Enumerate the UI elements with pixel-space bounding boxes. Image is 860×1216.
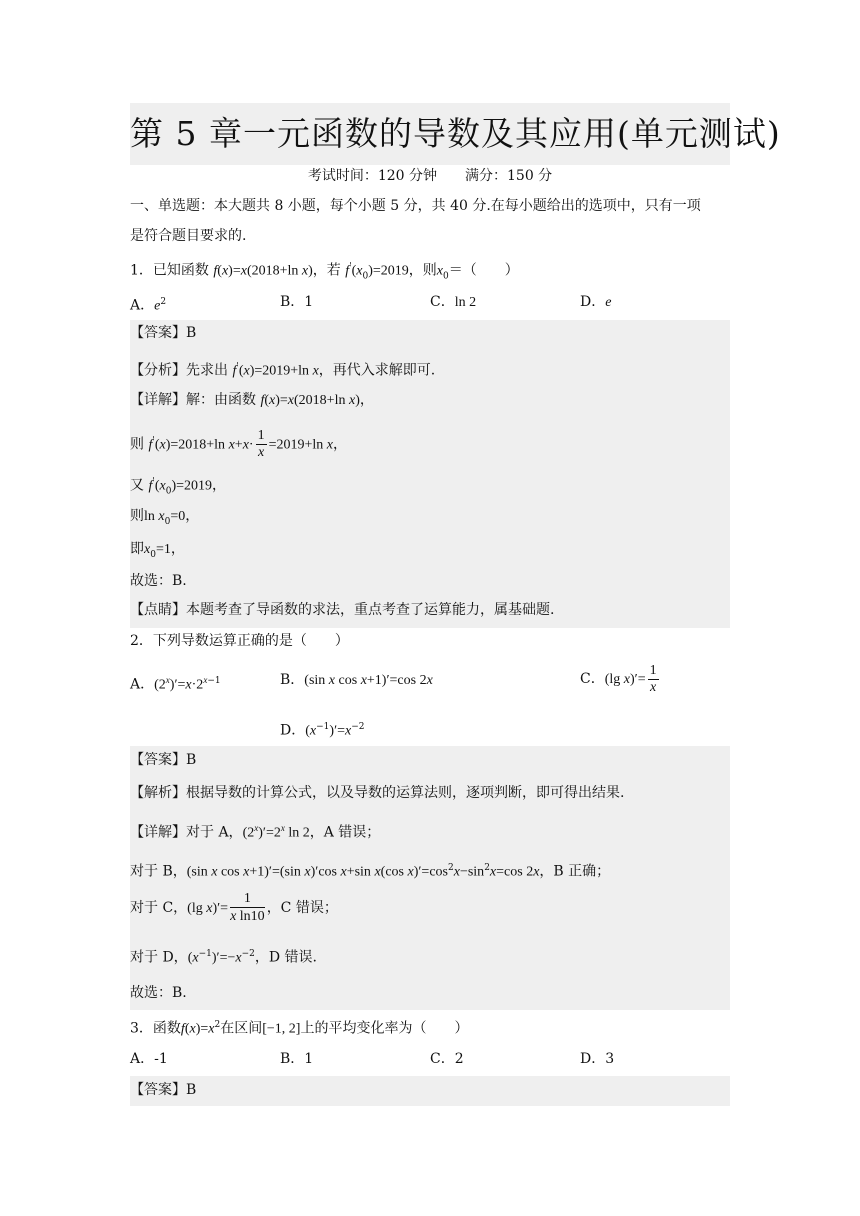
q1-option-c: C．ln 2 — [430, 294, 477, 310]
q1-option-b: B．1 — [280, 294, 314, 310]
q1-analysis: 【分析】先求出 f'(x)=2019+ln x，再代入求解即可. — [130, 362, 436, 379]
q1-stem-prefix: 1．已知函数 — [130, 262, 209, 279]
q1-step-ln: 则$\ln x_0=0$， — [130, 508, 200, 527]
q1-stem-end: ＝（ ） — [448, 262, 519, 279]
q2-option-b: B．(sin x cos x+1)′=cos 2x — [280, 672, 433, 688]
q1-step-result: 即$x_0=1$， — [130, 541, 185, 560]
q1-option-d: D．e — [580, 294, 612, 310]
q2-option-d: D．$(x^{-1})'=x^{-2}$ — [280, 722, 365, 739]
q2-stem: 2．下列导数运算正确的是（ ） — [130, 633, 349, 649]
q3-answer: 【答案】B — [130, 1082, 197, 1098]
q1-comment: 【点睛】本题考查了导函数的求法，重点考查了运算能力，属基础题. — [130, 602, 555, 618]
q3-option-c: C．2 — [430, 1051, 464, 1067]
q2-detail-c: 对于 C，(lg x)′= $\frac{1}{\text{x ln10}}$ ，C 错误； — [130, 891, 338, 924]
q2-detail-d: 对于 D，$(x^{-1})'=-x^{-2}$，D 错误. — [130, 949, 317, 966]
q3-solution-band — [130, 1076, 730, 1106]
q1-stem: 1．已知函数 f(x)=x(2018+ln x)，若 $f'(x_0)=2019$，则$x_0=$（ ） — [130, 262, 519, 282]
q2-conclusion: 故选：B. — [130, 985, 187, 1001]
exam-info: 考试时间：120 分钟 满分：150 分 — [307, 168, 553, 184]
q1-stem-suffix: ，则 — [408, 262, 437, 279]
q1-answer: 【答案】B — [130, 325, 197, 341]
q2-answer: 【答案】B — [130, 752, 197, 768]
q3-stem: 3．函数$f(x)=x^2$在区间[−1, 2]上的平均变化率为（ ） — [130, 1020, 469, 1037]
q1-detail: 【详解】解：由函数 f(x)=x(2018+ln x)， — [130, 392, 374, 408]
q1-conclusion: 故选：B. — [130, 573, 187, 589]
section-heading-line1: 一、单选题：本大题共 8 小题，每个小题 5 分，共 40 分.在每小题给出的选项中，只有一项 — [130, 198, 701, 214]
page-title: 第 5 章一元函数的导数及其应用(单元测试) — [130, 114, 781, 153]
q1-option-a: A．$e^2$ — [130, 297, 167, 314]
q2-detail-a: 【详解】对于 A，$(2^x)'=2^x$ ln 2，A 错误； — [130, 823, 381, 841]
q3-option-a: A．-1 — [130, 1051, 168, 1067]
q1-stem-middle: ，若 — [312, 262, 341, 279]
q2-option-a: A．$(2^x)'=x\cdot 2^{x-1}$ — [130, 675, 221, 693]
q3-option-b: B．1 — [280, 1051, 314, 1067]
q2-analysis: 【解析】根据导数的计算公式，以及导数的运算法则，逐项判断，即可得出结果. — [130, 785, 625, 801]
q2-detail-b: 对于 B，(sin x cos x+1)′=(sin x)′cos x+sin x(cos $x)'=\cos^2x-\sin^2x=\cos$ 2x，B 正确； — [130, 863, 611, 880]
q1-step-derivative: 则 f'(x)=2018+ln x+x· $\frac{1}{x}$ =2019+ln x， — [130, 428, 347, 461]
q3-option-d: D．3 — [580, 1051, 615, 1067]
section-heading-line2: 是符合题目要求的. — [130, 228, 247, 244]
q1-step-substitute: 又 $f'(x_0)=2019$， — [130, 477, 227, 497]
q2-option-c: C．(lg x)′= $\frac{1}{x}$ — [580, 662, 657, 695]
